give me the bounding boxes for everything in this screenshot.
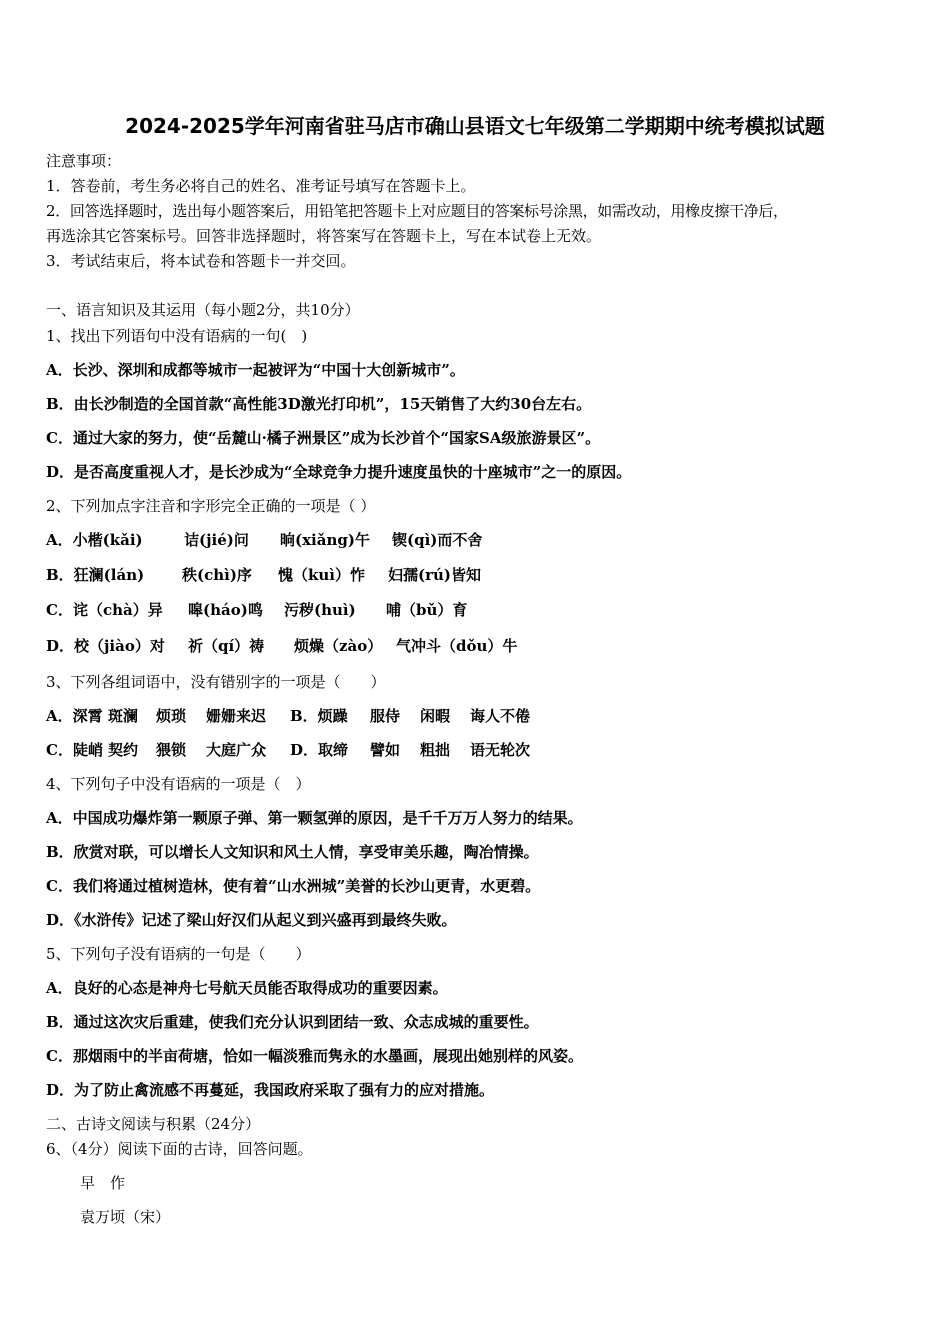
option-item: 诘(jié)问 (184, 531, 249, 549)
option-item: 契约 (108, 741, 139, 759)
question-3-options-cd (46, 739, 530, 761)
question-1-option-b: B．由长沙制造的全国首款“高性能3D激光打印机”，15天销售了大约30台左右。 (46, 395, 592, 413)
option-item: 秩(chì)序 (182, 566, 252, 584)
poem-author: 袁万顷（宋） (80, 1208, 171, 1226)
question-5-option-b: B．通过这次灾后重建，使我们充分认识到团结一致、众志成城的重要性。 (46, 1013, 539, 1031)
notice-item-3: 3．考试结束后，将本试卷和答题卡一并交回。 (46, 252, 356, 270)
question-3-options-ab (46, 705, 530, 727)
option-item: 猥锁 (156, 741, 187, 759)
question-3-stem: 3、下列各组词语中，没有错别字的一项是（ ） (46, 673, 386, 691)
notice-heading: 注意事项： (46, 152, 122, 170)
option-item: 烦燥（zào） (294, 637, 383, 655)
notice-item-2-cont: 再选涂其它答案标号。回答非选择题时，将答案写在答题卡上，写在本试卷上无效。 (46, 227, 602, 245)
option-item: 大庭广众 (206, 741, 267, 759)
option-item: 气冲斗（dǒu）牛 (396, 637, 518, 655)
question-4-stem: 4、下列句子中没有语病的一项是（ ） (46, 775, 311, 793)
option-item: 姗姗来迟 (206, 707, 267, 725)
option-item: D．取缔 (290, 741, 349, 759)
question-5-option-c: C．那烟雨中的半亩荷塘，恰如一幅淡雅而隽永的水墨画，展现出她别样的风姿。 (46, 1047, 583, 1065)
poem-title: 早 作 (80, 1174, 126, 1192)
question-4-option-c: C．我们将通过植树造林，使有着“山水洲城”美誉的长沙山更青，水更碧。 (46, 877, 541, 895)
option-item: 污秽(huì) (284, 601, 356, 619)
option-item: B．烦躁 (290, 707, 348, 725)
option-item: 诲人不倦 (470, 707, 531, 725)
question-1-option-c: C．通过大家的努力，使“岳麓山·橘子洲景区”成为长沙首个“国家SA级旅游景区”。 (46, 429, 601, 447)
question-6-stem: 6、（4分）阅读下面的古诗，回答问题。 (46, 1140, 313, 1158)
option-item: 妇孺(rú)皆知 (388, 566, 482, 584)
option-item: D．校（jiào）对 (46, 637, 165, 655)
option-item: C．陡峭 (46, 741, 103, 759)
question-4-option-a: A．中国成功爆炸第一颗原子弹、第一颗氢弹的原因，是千千万万人努力的结果。 (46, 809, 583, 827)
question-2-option-c (46, 599, 467, 621)
option-item: 粗拙 (420, 741, 451, 759)
option-item: 晌(xiǎng)午 (280, 531, 370, 549)
option-item: A．小楷(kǎi) (46, 531, 143, 549)
page-title: 2024-2025学年河南省驻马店市确山县语文七年级第二学期期中统考模拟试题 (125, 114, 825, 138)
question-2-option-d (46, 635, 517, 657)
question-5-stem: 5、下列句子没有语病的一句是（ ） (46, 945, 311, 963)
option-item: 哺（bǔ）育 (386, 601, 468, 619)
question-1-stem: 1、找出下列语句中没有语病的一句( ) (46, 327, 308, 345)
option-item: 祈（qí）祷 (188, 637, 265, 655)
question-2-option-b (46, 564, 481, 586)
question-5-option-d: D．为了防止禽流感不再蔓延，我国政府采取了强有力的应对措施。 (46, 1081, 495, 1099)
option-item: 嗥(háo)鸣 (188, 601, 263, 619)
option-item: C．诧（chà）异 (46, 601, 163, 619)
section-heading-2: 二、古诗文阅读与积累（24分） (46, 1115, 261, 1133)
option-item: 服侍 (370, 707, 401, 725)
question-1-option-d: D．是否高度重视人才，是长沙成为“全球竞争力提升速度虽快的十座城市”之一的原因。 (46, 463, 632, 481)
notice-item-2: 2．回答选择题时，选出每小题答案后，用铅笔把答题卡上对应题目的答案标号涂黑，如需改动，用橡皮擦干净后， (46, 202, 788, 220)
notice-item-1: 1．答卷前，考生务必将自己的姓名、准考证号填写在答题卡上。 (46, 177, 476, 195)
option-item: 烦琐 (156, 707, 187, 725)
option-item: A．深霄 (46, 707, 103, 725)
question-1-option-a: A．长沙、深圳和成都等城市一起被评为“中国十大创新城市”。 (46, 361, 465, 379)
question-2-option-a (46, 529, 482, 551)
question-4-option-b: B．欣赏对联，可以增长人文知识和风土人情，享受审美乐趣，陶冶情操。 (46, 843, 539, 861)
option-item: 譬如 (370, 741, 401, 759)
question-2-stem: 2、下列加点字注音和字形完全正确的一项是（ ） (46, 497, 376, 515)
option-item: 锲(qì)而不舍 (392, 531, 483, 549)
option-item: 闲暇 (420, 707, 451, 725)
option-item: 斑澜 (108, 707, 139, 725)
option-item: B．狂澜(lán) (46, 566, 145, 584)
option-item: 语无轮次 (470, 741, 531, 759)
section-heading-1: 一、语言知识及其运用（每小题2分，共10分） (46, 301, 360, 319)
question-4-option-d: D．《水浒传》记述了梁山好汉们从起义到兴盛再到最终失败。 (46, 911, 457, 929)
option-item: 愧（kuì）怍 (278, 566, 365, 584)
question-5-option-a: A．良好的心态是神舟七号航天员能否取得成功的重要因素。 (46, 979, 448, 997)
